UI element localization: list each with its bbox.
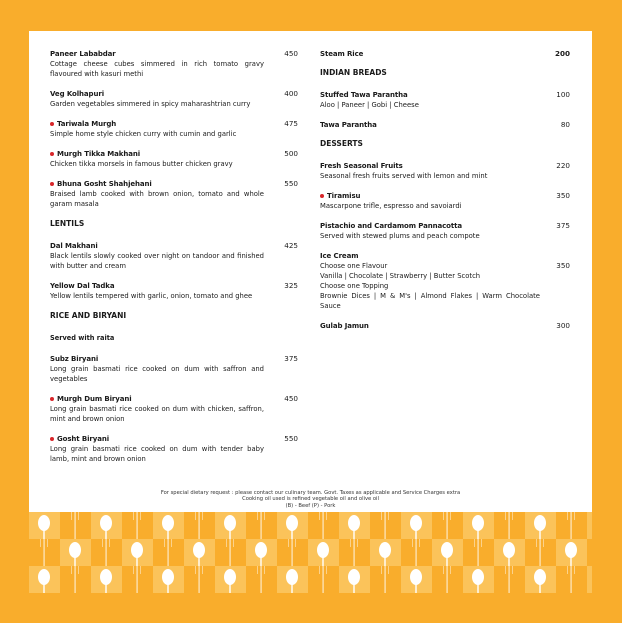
footer-line: Cooking oil used is refined vegetable oil and olive oil xyxy=(242,496,379,503)
cutlery-tile xyxy=(308,539,339,566)
item-desc: Long grain basmati rice cooked on dum with tender baby lamb, mint and brown onion xyxy=(50,445,264,463)
item-price: 400 xyxy=(284,89,298,98)
item-desc: Mascarpone trifle, espresso and savoiardi xyxy=(320,202,462,210)
cutlery-tile xyxy=(215,512,246,539)
cutlery-tile xyxy=(494,512,525,539)
nonveg-dot-icon xyxy=(50,397,54,401)
spoon-icon xyxy=(525,566,556,593)
fork-icon xyxy=(587,539,592,566)
cutlery-tile xyxy=(339,566,370,593)
item-name: Dal Makhani xyxy=(50,242,98,250)
menu-item xyxy=(320,161,570,181)
footer-line: For special dietary request : please contact our culinary team. Govt. Taxes as applicable and Service Charges extra xyxy=(160,490,461,496)
cutlery-tile xyxy=(401,512,432,539)
item-name: Subz Biryani xyxy=(50,355,99,363)
cutlery-tile xyxy=(246,566,277,593)
cutlery-tile xyxy=(308,512,339,539)
item-price: 220 xyxy=(556,161,570,170)
spoon-icon xyxy=(587,566,592,593)
cutlery-tile xyxy=(60,566,91,593)
menu-page xyxy=(29,31,592,593)
nonveg-dot-icon xyxy=(50,122,54,126)
section-title-breads: INDIAN BREADS xyxy=(320,68,387,77)
cutlery-tile xyxy=(215,566,246,593)
fork-icon xyxy=(246,566,277,593)
spoon-icon xyxy=(401,566,432,593)
item-name: Tariwala Murgh xyxy=(57,120,117,128)
left-column xyxy=(50,49,298,474)
cutlery-tile xyxy=(494,539,525,566)
spoon-icon xyxy=(308,539,339,566)
fork-icon xyxy=(494,566,525,593)
spoon-icon xyxy=(122,539,153,566)
spoon-icon xyxy=(432,539,463,566)
fork-icon xyxy=(308,512,339,539)
cutlery-tile xyxy=(29,566,60,593)
item-name: Ice Cream xyxy=(320,252,359,260)
fork-icon xyxy=(122,512,153,539)
cutlery-tile xyxy=(525,512,556,539)
fork-icon xyxy=(246,512,277,539)
fork-icon xyxy=(401,539,432,566)
menu-item xyxy=(320,221,570,241)
item-name: Paneer Lababdar xyxy=(50,50,116,58)
cutlery-tile xyxy=(339,512,370,539)
item-price: 375 xyxy=(556,221,570,230)
cutlery-tile xyxy=(60,539,91,566)
spoon-icon xyxy=(29,512,60,539)
item-price: 450 xyxy=(284,49,298,58)
spoon-icon xyxy=(246,539,277,566)
spoon-icon xyxy=(525,512,556,539)
cutlery-tile xyxy=(463,566,494,593)
menu-item xyxy=(50,281,298,301)
menu-item xyxy=(50,394,298,424)
cutlery-tile xyxy=(91,512,122,539)
fork-icon xyxy=(60,512,91,539)
fork-icon xyxy=(463,539,494,566)
fork-icon xyxy=(60,566,91,593)
fork-icon xyxy=(494,512,525,539)
item-price: 350 xyxy=(556,261,570,270)
item-name: Pistachio and Cardamom Pannacotta xyxy=(320,222,463,230)
cutlery-tile xyxy=(122,566,153,593)
cutlery-tile xyxy=(370,539,401,566)
cutlery-tile xyxy=(556,512,587,539)
cutlery-tile xyxy=(184,566,215,593)
cutlery-tile xyxy=(246,539,277,566)
item-name: Gosht Biryani xyxy=(57,435,110,443)
cutlery-tile xyxy=(587,512,592,539)
item-desc-line: Brownie Dices | M & M's | Almond Flakes | Warm Chocolate Sauce xyxy=(320,292,540,310)
item-desc: Long grain basmati rice cooked on dum with saffron and vegetables xyxy=(50,365,264,383)
menu-item xyxy=(50,434,298,464)
section-title-rice: RICE AND BIRYANI xyxy=(50,311,127,320)
item-desc: Garden vegetables simmered in spicy maharashtrian curry xyxy=(50,100,251,108)
fork-icon xyxy=(308,566,339,593)
section-subtitle: Served with raita xyxy=(50,334,115,342)
right-column xyxy=(320,49,570,341)
spoon-icon xyxy=(60,539,91,566)
menu-item xyxy=(50,149,298,169)
fork-icon xyxy=(556,512,587,539)
item-name: Murgh Dum Biryani xyxy=(57,395,132,403)
item-price: 550 xyxy=(284,434,298,443)
fork-icon xyxy=(525,539,556,566)
nonveg-dot-icon xyxy=(50,182,54,186)
item-price: 325 xyxy=(284,281,298,290)
cutlery-tile xyxy=(153,512,184,539)
item-name: Gulab Jamun xyxy=(320,322,369,330)
nonveg-dot-icon xyxy=(50,152,54,156)
item-price: 300 xyxy=(556,321,570,330)
cutlery-tile xyxy=(370,566,401,593)
spoon-icon xyxy=(153,512,184,539)
section-title-lentils: LENTILS xyxy=(50,219,85,228)
item-price: 450 xyxy=(284,394,298,403)
item-price: 200 xyxy=(554,49,570,58)
spoon-icon xyxy=(184,539,215,566)
cutlery-tile xyxy=(525,566,556,593)
spoon-icon xyxy=(401,512,432,539)
fork-icon xyxy=(339,539,370,566)
fork-icon xyxy=(184,566,215,593)
spoon-icon xyxy=(91,512,122,539)
fork-icon xyxy=(184,512,215,539)
menu-item xyxy=(320,120,570,130)
cutlery-tile xyxy=(122,539,153,566)
menu-item xyxy=(50,119,298,139)
fork-icon xyxy=(91,539,122,566)
item-desc-line: Choose one Topping xyxy=(320,282,389,290)
cutlery-tile xyxy=(153,566,184,593)
nonveg-dot-icon xyxy=(50,437,54,441)
cutlery-tile xyxy=(246,512,277,539)
cutlery-tile xyxy=(587,566,592,593)
item-desc-line: Choose one Flavour xyxy=(320,262,388,270)
item-desc: Served with stewed plums and peach compote xyxy=(320,232,480,240)
spoon-icon xyxy=(494,539,525,566)
spoon-icon xyxy=(463,512,494,539)
cutlery-tile xyxy=(463,539,494,566)
menu-item xyxy=(320,191,570,211)
item-desc: Aloo | Paneer | Gobi | Cheese xyxy=(320,101,419,109)
cutlery-tile xyxy=(153,539,184,566)
item-name: Steam Rice xyxy=(320,50,364,58)
cutlery-tile xyxy=(401,539,432,566)
fork-icon xyxy=(29,539,60,566)
item-price: 100 xyxy=(556,90,570,99)
item-desc-line: Vanilla | Chocolate | Strawberry | Butter Scotch xyxy=(320,272,481,280)
item-desc: Long grain basmati rice cooked on dum with chicken, saffron, mint and brown onion xyxy=(50,405,264,423)
spoon-icon xyxy=(587,512,592,539)
nonveg-dot-icon xyxy=(320,194,324,198)
item-name: Murgh Tikka Makhani xyxy=(57,150,141,158)
item-name: Bhuna Gosht Shahjehani xyxy=(57,180,152,188)
cutlery-tile xyxy=(556,539,587,566)
spoon-icon xyxy=(339,512,370,539)
spoon-icon xyxy=(339,566,370,593)
item-desc: Chicken tikka morsels in famous butter chicken gravy xyxy=(50,160,233,168)
cutlery-tile xyxy=(29,512,60,539)
item-price: 80 xyxy=(560,120,570,129)
spoon-icon xyxy=(277,512,308,539)
cutlery-tile xyxy=(556,566,587,593)
cutlery-tile xyxy=(587,539,592,566)
cutlery-tile xyxy=(432,512,463,539)
footer-line: (B) - Beef (P) - Pork xyxy=(285,502,336,509)
menu-item xyxy=(320,321,570,331)
fork-icon xyxy=(370,512,401,539)
spoon-icon xyxy=(29,566,60,593)
cutlery-tile xyxy=(370,512,401,539)
item-price: 375 xyxy=(284,354,298,363)
spoon-icon xyxy=(91,566,122,593)
fork-icon xyxy=(432,512,463,539)
cutlery-tile xyxy=(91,539,122,566)
item-name: Yellow Dal Tadka xyxy=(50,282,115,290)
fork-icon xyxy=(122,566,153,593)
cutlery-tile xyxy=(432,566,463,593)
cutlery-tile xyxy=(277,512,308,539)
item-desc: Seasonal fresh fruits served with lemon and mint xyxy=(320,172,488,180)
menu-item xyxy=(50,354,298,384)
menu-item xyxy=(320,49,570,59)
cutlery-tile xyxy=(215,539,246,566)
cutlery-tile xyxy=(60,512,91,539)
cutlery-tile xyxy=(184,539,215,566)
fork-icon xyxy=(277,539,308,566)
menu-item xyxy=(50,49,298,79)
spoon-icon xyxy=(215,512,246,539)
item-desc: Cottage cheese cubes simmered in rich tomato gravy flavoured with kasuri methi xyxy=(50,60,264,78)
spoon-icon xyxy=(153,566,184,593)
menu-item xyxy=(50,89,298,109)
item-name: Tiramisu xyxy=(327,192,361,200)
cutlery-tile xyxy=(91,566,122,593)
cutlery-tile xyxy=(494,566,525,593)
item-price: 425 xyxy=(284,241,298,250)
spoon-icon xyxy=(277,566,308,593)
cutlery-tile xyxy=(432,539,463,566)
spoon-icon xyxy=(215,566,246,593)
fork-icon xyxy=(215,539,246,566)
cutlery-tile xyxy=(277,539,308,566)
spoon-icon xyxy=(556,539,587,566)
fork-icon xyxy=(370,566,401,593)
item-price: 350 xyxy=(556,191,570,200)
spoon-icon xyxy=(370,539,401,566)
cutlery-tile xyxy=(463,512,494,539)
fork-icon xyxy=(153,539,184,566)
fork-icon xyxy=(432,566,463,593)
menu-item xyxy=(50,179,298,209)
cutlery-tile xyxy=(308,566,339,593)
cutlery-tile xyxy=(525,539,556,566)
cutlery-tile xyxy=(277,566,308,593)
cutlery-tile xyxy=(122,512,153,539)
section-title-desserts: DESSERTS xyxy=(320,139,363,148)
item-price: 550 xyxy=(284,179,298,188)
cutlery-tile xyxy=(339,539,370,566)
item-desc: Braised lamb cooked with brown onion, tomato and whole garam masala xyxy=(50,190,264,208)
item-name: Veg Kolhapuri xyxy=(50,90,104,98)
cutlery-tile xyxy=(184,512,215,539)
item-name: Fresh Seasonal Fruits xyxy=(320,162,403,170)
menu-item xyxy=(320,251,570,311)
menu-item xyxy=(320,90,570,110)
cutlery-tile xyxy=(29,539,60,566)
item-desc: Black lentils slowly cooked over night on tandoor and finished with butter and cream xyxy=(50,252,264,270)
menu-item xyxy=(50,241,298,271)
item-desc: Yellow lentils tempered with garlic, onion, tomato and ghee xyxy=(50,292,253,300)
item-name: Stuffed Tawa Parantha xyxy=(320,91,408,99)
fork-icon xyxy=(556,566,587,593)
footer-note xyxy=(29,490,592,509)
item-name: Tawa Parantha xyxy=(320,121,377,129)
cutlery-tile xyxy=(401,566,432,593)
cutlery-pattern-band xyxy=(29,512,592,593)
item-price: 500 xyxy=(284,149,298,158)
spoon-icon xyxy=(463,566,494,593)
item-desc: Simple home style chicken curry with cumin and garlic xyxy=(50,130,237,138)
item-price: 475 xyxy=(284,119,298,128)
